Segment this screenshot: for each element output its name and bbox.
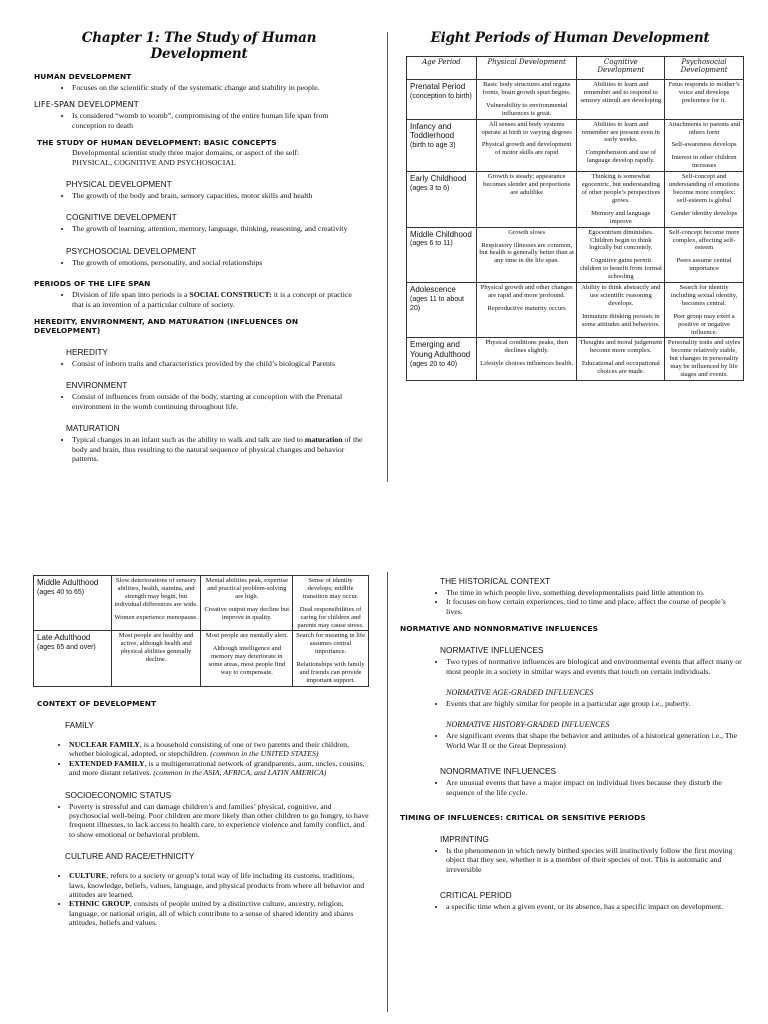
psychosocial-text: Gender identity develops [670,209,738,217]
physical-text: Women experience menopause. [114,613,198,621]
psychosocial-text: Fetus responds to mother’s voice and develops preference for it. [668,81,740,104]
physical-cell [476,338,577,381]
list-item: • Division of life span into periods is a SOCIAL CONSTRUCT: it is a concept or practice that is an invention of a particular culture of society. [72,290,364,309]
psychosocial-cell [665,338,744,381]
cognitive-text: Cognitive gains permit children to benefit from formal schooling [579,257,662,281]
heading-lifespan: LIFE-SPAN DEVELOPMENT [34,100,139,110]
col-header-age-period: Age Period [407,57,477,80]
heading-periods: PERIODS OF THE LIFE SPAN [34,279,151,289]
heading-nonnormative: NONORMATIVE INFLUENCES [440,766,557,777]
list-human-development [34,83,364,92]
periods-table [406,56,744,381]
heading-heredity-environment-maturation: HEREDITY, ENVIRONMENT, AND MATURATION (INFLUENCES ON DEVELOPMENT) [34,317,299,336]
period-cell [407,80,477,120]
list-item: • The growth of the body and brain, sensory capacities, motor skills and health [72,191,364,200]
period-name: Early Childhood [410,174,467,184]
physical-text: Most people are healthy and active, although health and physical abilities generally decline. [118,632,194,664]
list-item: • Are unusual events that have a major impact on individual lives because they disturb the sequence of the life cycle. [446,778,744,797]
list-family [33,740,370,778]
period-cell [407,227,477,282]
list-periods [34,290,364,309]
physical-cell [476,172,577,227]
cognitive-text: Educational and occupational choices are made. [581,360,660,376]
psychosocial-text: Self-concept and understanding of emotions become more complex; self-esteem is global [668,173,740,204]
psychosocial-cell [665,80,744,120]
heading-context: CONTEXT OF DEVELOPMENT [37,698,157,708]
heading-ses: SOCIOECONOMIC STATUS [65,789,172,800]
psychosocial-cell [665,172,744,227]
cognitive-cell [577,119,665,172]
period-name: Middle Adulthood [37,578,99,587]
heading-timing: TIMING OF INFLUENCES: CRITICAL OR SENSITIVE PERIODS [400,813,646,823]
list-nonnormative [400,778,744,797]
cognitive-cell [577,338,665,381]
physical-cell [111,576,201,631]
list-item: • The growth of learning, attention, memory, language, thinking, reasoning, and creativity [72,224,364,233]
heading-basic-concepts: THE STUDY OF HUMAN DEVELOPMENT: BASIC CONCEPTS [37,138,277,148]
psychosocial-text: Search for identity including sexual identity, becomes central. [670,284,738,307]
list-item: • NUCLEAR FAMILY, is a household consisting of one or two parents and their children, whether biological, adopted, or stepchildren. (common in the UNITED STATES) [69,740,370,759]
heading-psychosocial: PSYCHOSOCIAL DEVELOPMENT [66,245,197,256]
physical-text: Physical growth and other changes are rapid and more profound. [480,284,573,299]
psychosocial-cell [665,283,744,338]
list-item: • EXTENDED FAMILY, is a multigenerational network of grandparents, aunt, uncles, cousins, and more distant relatives. (common in the ASIA, AFRICA, and LATIN AMERICA) [69,759,370,778]
period-ages: (ages 3 to 6) [410,184,450,192]
list-item: • Two types of normative influences are biological and environmental events that affect many or most people in a society in similar ways and events that touch on certain individuals. [446,657,744,676]
influences-page [392,512,768,1024]
period-cell [34,631,112,686]
list-item: • It focuses on how certain experiences, tied to time and place, affect the course of people’s lives. [446,597,744,616]
list-ses [33,802,370,840]
list-item: • Is considered “womb to womb”, compromising of the entire human life span from conception to death [72,111,364,130]
cognitive-text: Immature thinking persists in some attitudes and behaviors. [581,312,660,328]
period-ages: (birth to age 3) [410,141,456,149]
basic-concepts-text: Developmental scientist study three major domains, or aspect of the self: [72,148,300,158]
table-row [407,119,744,172]
list-item: • Are significant events that shape the behavior and attitudes of a historical generation i.e., The World War II or the Great Depression) [446,731,744,750]
heading-heredity: HEREDITY [66,347,108,358]
heading-human-development: HUMAN DEVELOPMENT [34,72,132,81]
period-name: Middle Childhood [410,229,472,239]
period-ages: (ages 65 and over) [37,644,96,652]
list-item: • Consist of inborn traits and characteristics provided by the child’s biological Parents [72,359,364,368]
table-row [34,631,369,686]
period-name: Adolescence [410,285,456,295]
table-row [407,283,744,338]
period-name: Prenatal Period [410,82,466,91]
table-row [407,338,744,381]
psychosocial-text: Relationships with family and friends can provide important support. [296,661,365,684]
list-culture [33,871,370,927]
cognitive-cell [201,576,293,631]
cognitive-cell [577,283,665,338]
period-cell [407,338,477,381]
list-item: • Consist of influences from outside of the body, starting at conception with the Prenatal environment in the womb continuing throughout life. [72,392,364,411]
cognitive-text: Thinking is somewhat egocentric, but understanding of other people’s perspectives grows. [581,173,661,204]
chapter-title: Chapter 1: The Study of Human Development [81,30,317,62]
cognitive-text: Abilities to learn and remember and to respond to sensory stimuli are developing [580,81,662,104]
period-cell [407,283,477,338]
psychosocial-text: Self-awareness develops [671,141,737,149]
cognitive-cell [577,80,665,120]
heading-physical: PHYSICAL DEVELOPMENT [66,179,172,190]
cognitive-text: Egocentrism diminishes. Children begin to think logically but concretely. [588,228,654,252]
table-row [407,172,744,227]
psychosocial-text: Sense of identity develops; midlife transition may occur. [302,577,359,600]
list-historical [400,588,744,616]
physical-text: Slow deteriorations of sensory abilities, health, stamina, and strength may begin, but individual differences are wide. [114,577,198,608]
cognitive-text: Mental abilities peak, expertise and practical problem-solving are high. [205,577,289,600]
physical-cell [476,119,577,172]
chapter-page [0,0,384,512]
context-page [0,512,384,1024]
psychosocial-text: Peers assume central importance [676,257,732,273]
psychosocial-text: Attachments to parents and others form [668,120,741,136]
table-row [407,227,744,282]
list-item: • Focuses on the scientific study of the systematic change and stability in people. [72,83,364,92]
physical-cell [476,283,577,338]
table-row [34,576,369,631]
list-critical [400,902,744,911]
period-ages: (conception to birth) [410,92,472,100]
cognitive-text: Thoughts and moral judgement become more complex. [579,339,663,355]
physical-text: Physical conditions peaks, then declines slightly. [485,339,569,355]
heading-environment: ENVIRONMENT [66,380,128,391]
list-age-graded [400,699,744,708]
physical-text: All senses and body systems operate at birth to varying degrees [481,120,572,136]
heading-cognitive: COGNITIVE DEVELOPMENT [66,212,177,223]
cognitive-text: Comprehension and use of language develop rapidly. [585,149,657,165]
table-row [407,80,744,120]
list-item: • Typical changes in an infant such as the ability to walk and talk are tied to maturation of the body and brain, thus resulting to the natural sequence of physical changes and behavior patterns. [72,435,364,463]
cognitive-text: Ability to think abstractly and use scientific reasoning develops. [581,284,661,307]
cognitive-text: Although intelligence and memory may deteriorate in some areas, most people find way to compensate. [208,645,286,677]
list-item: • Is the phenomenon in which newly birthed species will instinctively follow the first moving object that they see, whether it is a member of their species of not. This is automatic and irreversible [446,846,744,874]
physical-text: Basic body structures and organs forms, brain growth spurt begins. [482,81,571,96]
cognitive-text: Most people are mentally alert. [205,632,288,640]
period-cell [34,576,112,631]
psychosocial-text: Search for meaning in life assumes central importance. [296,632,365,656]
list-environment [34,392,364,411]
heading-imprinting: IMPRINTING [440,834,489,845]
heading-critical: CRITICAL PERIOD [440,890,512,901]
heading-maturation: MATURATION [66,423,120,434]
heading-normative-nonnormative: NORMATIVE AND NONNORMATIVE INFLUENCES [400,624,599,634]
list-cognitive [34,224,364,233]
list-item: • The time in which people live, something developmentalists paid little attention to. [446,588,744,597]
psychosocial-cell [665,227,744,282]
divider-bottom [387,572,388,1012]
physical-cell [476,227,577,282]
heading-history-graded: NORMATIVE HISTORY-GRADED INFLUENCES [446,720,610,730]
col-header-psychosocial: Psychosocial Development [665,57,744,80]
list-physical [34,191,364,200]
list-item: • Events that are highly similar for people in a particular age group i.e., puberty. [446,699,744,708]
physical-text: Respiratory illnesses are common, but health is generally better than at any time in the life span. [479,241,574,265]
psychosocial-text: Interest in other children increases [671,154,737,170]
list-psychosocial [34,258,364,267]
period-ages: (ages 6 to 11) [410,240,453,248]
heading-historical: THE HISTORICAL CONTEXT [440,576,551,586]
cognitive-cell [577,227,665,282]
list-item: • a specific time when a given event, or its absence, has a specific impact on development. [446,902,744,911]
physical-text: Reproductive maturity occurs [487,304,566,312]
list-lifespan [34,111,364,130]
list-item: • Poverty is stressful and can damage children’s and families’ physical, cognitive, and psychosocial well-being. Poor children are more likely than other children to go hungry, to have frequent illnesses, to lack access to health care, to experience violence and family conflict, and to show emotional or behavioral problem. [69,802,370,840]
divider-top [387,32,388,482]
period-ages: (ages 20 to 40) [410,360,458,368]
list-normative [400,657,744,676]
heading-culture: CULTURE AND RACE/ETHNICITY [65,851,195,862]
cognitive-text: Creative output may decline but improve in quality. [204,605,290,621]
physical-text: Physical growth and development of motor skills are rapid [481,141,572,157]
periods-page [392,0,768,512]
physical-text: Growth is steady; appearance becomes slender and proportions are adultlike [483,173,571,196]
list-imprinting [400,846,744,874]
cognitive-cell [577,172,665,227]
physical-text: Growth slows [508,228,546,236]
list-item: • The growth of emotions, personality, and social relationships [72,258,364,267]
psychosocial-cell [665,119,744,172]
heading-normative: NORMATIVE INFLUENCES [440,645,544,656]
physical-cell [111,631,201,686]
period-cell [407,172,477,227]
basic-concepts-domains: PHYSICAL, COGNITIVE AND PSYCHOSOCIAL [72,157,236,167]
period-cell [407,119,477,172]
col-header-physical: Physical Development [476,57,577,80]
period-name: Late Adulthood [37,633,91,643]
psychosocial-cell [293,631,369,686]
cognitive-text: Abilities to learn and remember are present even in early weeks. [581,120,660,144]
list-maturation [34,435,364,463]
list-item: • CULTURE, refers to a society or group’s total way of life including its customs, traditions, laws, knowledge, beliefs, values, language, and physical products from where all behavior and attitudes are learned. [69,871,370,899]
period-name: Infancy and Toddlerhood [410,121,455,141]
psychosocial-text: Self-concept become more complex, affecting self-esteem [668,228,740,252]
psychosocial-cell [293,576,369,631]
heading-family: FAMILY [65,719,94,730]
periods-title: Eight Periods of Human Development [430,30,710,46]
period-ages: (ages 11 to about 20) [410,295,464,313]
psychosocial-text: Dual responsibilities of caring for children and parents may cause stress. [297,605,364,629]
cognitive-text: Memory and language improve [591,209,651,225]
physical-text: Lifestyle choices influences health. [480,360,574,368]
col-header-cognitive: Cognitive Development [577,57,665,80]
physical-cell [476,80,577,120]
list-history-graded [400,731,744,750]
list-item: • ETHNIC GROUP, consists of people united by a distinctive culture, ancestry, religion, language, or national origin, all of which contribute to a sense of shared identity and shares attitudes, beliefs and values. [69,899,370,927]
period-ages: (ages 40 to 65) [37,588,85,596]
physical-text: Vulnerability to environmental influences is great. [486,101,568,117]
period-name: Emerging and Young Adulthood [410,340,471,360]
list-heredity [34,359,364,368]
heading-age-graded: NORMATIVE AGE-GRADED INFLUENCES [446,688,594,698]
cognitive-cell [201,631,293,686]
periods-table-continued [33,575,369,687]
psychosocial-text: Personality traits and styles become relatively stable, but changes in personality may be influenced by life stages and events. [667,339,741,379]
psychosocial-text: Peer group may exert a positive or negative influence. [673,312,735,336]
